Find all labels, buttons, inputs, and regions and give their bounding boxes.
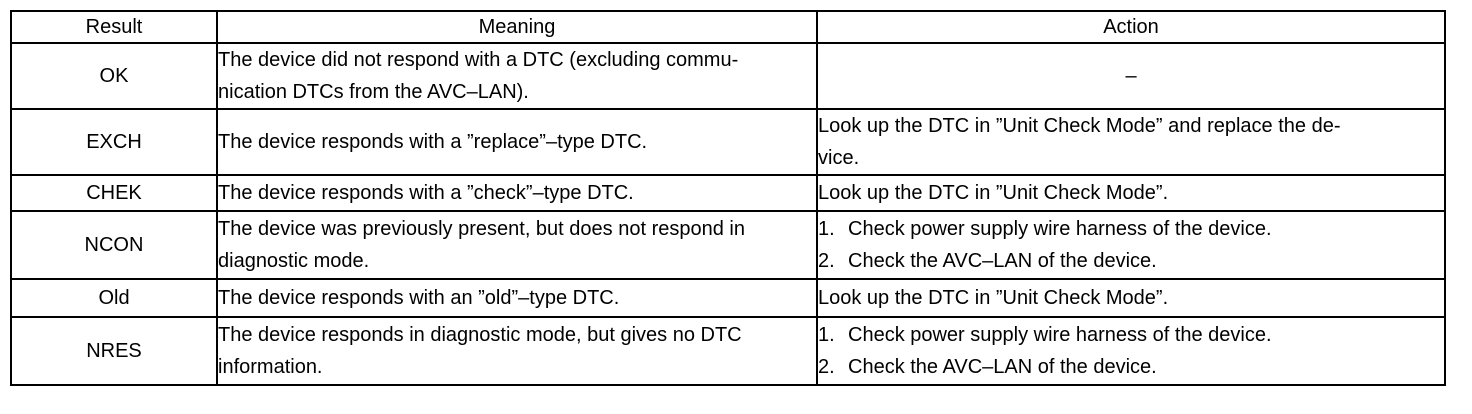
meaning-line: The device responds with a ”replace”–type DTC.: [218, 131, 648, 153]
header-meaning: Meaning: [217, 11, 817, 43]
action-step: [818, 213, 1444, 245]
header-action: Action: [817, 11, 1445, 43]
meaning-line: information.: [218, 356, 323, 378]
meaning-line: The device was previously present, but does not respond in: [218, 218, 745, 240]
meaning-line: diagnostic mode.: [218, 250, 370, 272]
action-cell: –: [817, 43, 1445, 109]
result-cell: OK: [11, 43, 217, 109]
header-result: Result: [11, 11, 217, 43]
action-cell: [817, 175, 1445, 211]
result-cell: Old: [11, 279, 217, 317]
meaning-cell: [217, 109, 817, 175]
result-cell: EXCH: [11, 109, 217, 175]
table-row: [11, 279, 1445, 317]
meaning-cell: [217, 211, 817, 279]
diagnostic-result-table: [10, 10, 1446, 386]
result-cell: NRES: [11, 317, 217, 385]
step-text: Check power supply wire harness of the device.: [848, 218, 1272, 240]
action-step: [818, 245, 1444, 277]
action-line: Look up the DTC in ”Unit Check Mode” and replace the de-: [818, 115, 1341, 137]
meaning-line: The device responds with an ”old”–type DTC.: [218, 287, 620, 309]
step-text: Check the AVC–LAN of the device.: [848, 356, 1157, 378]
step-text: Check the AVC–LAN of the device.: [848, 250, 1157, 272]
action-cell: [817, 211, 1445, 279]
action-cell: [817, 109, 1445, 175]
action-line: Look up the DTC in ”Unit Check Mode”.: [818, 182, 1169, 204]
step-number: 2.: [818, 250, 835, 272]
step-number: 1.: [818, 218, 835, 240]
meaning-cell: [217, 43, 817, 109]
action-step: [818, 319, 1444, 351]
table-row: [11, 109, 1445, 175]
table-row: [11, 211, 1445, 279]
meaning-line: nication DTCs from the AVC–LAN).: [218, 81, 529, 103]
result-cell: NCON: [11, 211, 217, 279]
result-cell: CHEK: [11, 175, 217, 211]
action-cell: [817, 279, 1445, 317]
meaning-cell: [217, 175, 817, 211]
table-row: [11, 175, 1445, 211]
step-text: Check power supply wire harness of the device.: [848, 324, 1272, 346]
table-row: [11, 317, 1445, 385]
meaning-line: The device did not respond with a DTC (excluding commu-: [218, 49, 739, 71]
table-row: [11, 43, 1445, 109]
action-step: [818, 351, 1444, 383]
action-line: Look up the DTC in ”Unit Check Mode”.: [818, 287, 1169, 309]
meaning-cell: [217, 279, 817, 317]
step-number: 2.: [818, 356, 835, 378]
action-line: vice.: [818, 147, 860, 169]
meaning-line: The device responds with a ”check”–type DTC.: [218, 182, 634, 204]
step-number: 1.: [818, 324, 835, 346]
meaning-line: The device responds in diagnostic mode, but gives no DTC: [218, 324, 742, 346]
action-cell: [817, 317, 1445, 385]
meaning-cell: [217, 317, 817, 385]
table-header-row: [11, 11, 1445, 43]
